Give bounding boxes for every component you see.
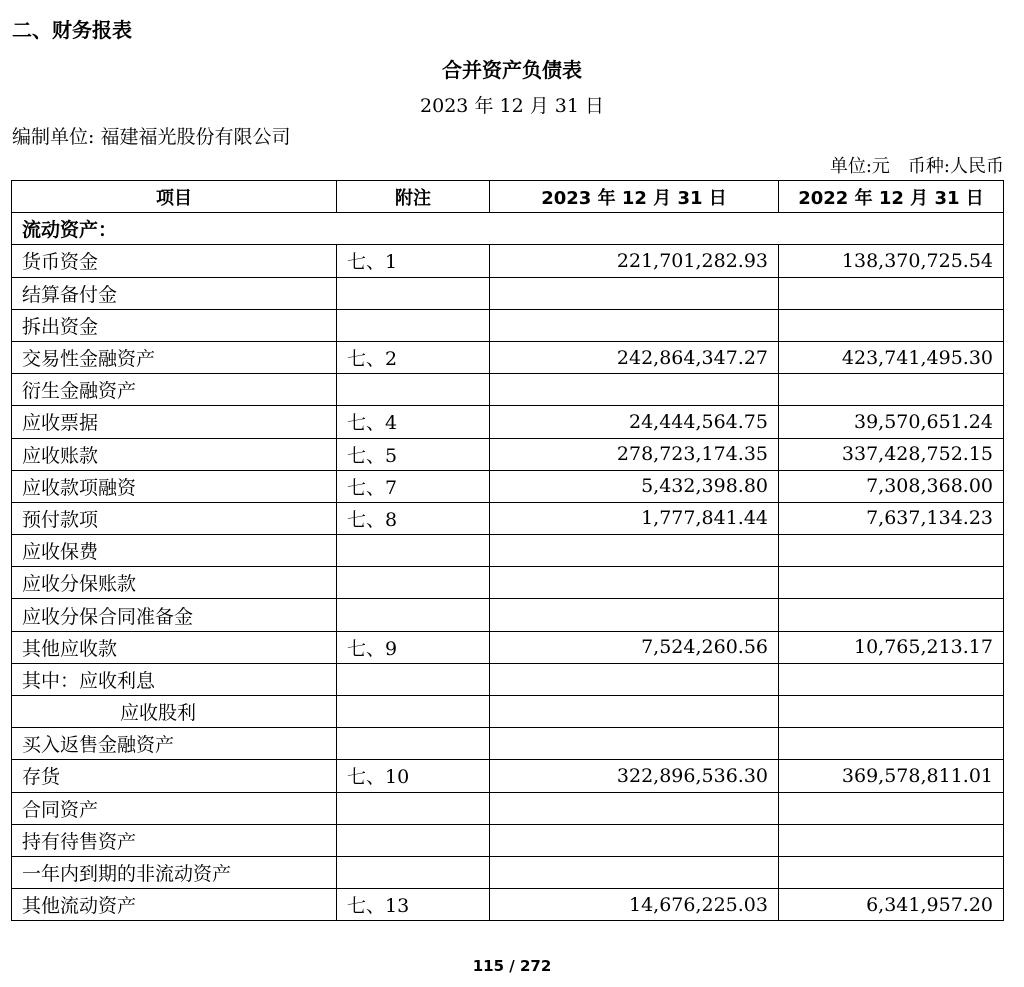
- row-current-year-value: [490, 696, 779, 728]
- column-header-item: 项目: [12, 181, 337, 213]
- row-note: 七、2: [337, 341, 490, 373]
- row-current-year-value: [490, 728, 779, 760]
- row-item-label: 合同资产: [12, 792, 337, 824]
- row-item-label: 买入返售金融资产: [12, 728, 337, 760]
- row-item-label: 结算备付金: [12, 277, 337, 309]
- row-prior-year-value: [779, 792, 1004, 824]
- row-prior-year-value: [779, 663, 1004, 695]
- row-item-label: 其中：应收利息: [12, 663, 337, 695]
- row-current-year-value: 5,432,398.80: [490, 470, 779, 502]
- table-row: [12, 341, 1004, 373]
- row-prior-year-value: 337,428,752.15: [779, 438, 1004, 470]
- row-note: [337, 824, 490, 856]
- row-note: 七、5: [337, 438, 490, 470]
- row-note: 七、1: [337, 245, 490, 277]
- row-current-year-value: [490, 567, 779, 599]
- row-item-label: 应收款项融资: [12, 470, 337, 502]
- row-prior-year-value: [779, 824, 1004, 856]
- row-item-label: 应收股利: [12, 696, 337, 728]
- row-current-year-value: 242,864,347.27: [490, 341, 779, 373]
- table-row: [12, 470, 1004, 502]
- table-row: [12, 824, 1004, 856]
- currency-label: 币种:人民币: [907, 156, 1004, 177]
- row-prior-year-value: [779, 309, 1004, 341]
- row-current-year-value: 7,524,260.56: [490, 631, 779, 663]
- row-item-label: 应收账款: [12, 438, 337, 470]
- compiling-entity: 编制单位: 福建福光股份有限公司: [12, 126, 291, 148]
- row-note: [337, 374, 490, 406]
- row-note: 七、10: [337, 760, 490, 792]
- row-prior-year-value: [779, 277, 1004, 309]
- section-label: 流动资产：: [12, 213, 1004, 245]
- table-row: [12, 374, 1004, 406]
- table-header-row: [12, 181, 1004, 213]
- row-item-label: 应收票据: [12, 406, 337, 438]
- row-note: [337, 309, 490, 341]
- row-note: [337, 599, 490, 631]
- row-item-label: 一年内到期的非流动资产: [12, 856, 337, 888]
- row-note: [337, 277, 490, 309]
- row-prior-year-value: [779, 567, 1004, 599]
- row-note: [337, 567, 490, 599]
- unit-label: 单位:元: [829, 156, 890, 177]
- section-heading: 二、财务报表: [12, 18, 132, 42]
- table-row: [12, 406, 1004, 438]
- table-row: [12, 245, 1004, 277]
- balance-sheet-table: [11, 180, 1004, 921]
- row-item-label: 交易性金融资产: [12, 341, 337, 373]
- row-current-year-value: 278,723,174.35: [490, 438, 779, 470]
- unit-currency-line: [830, 152, 1004, 178]
- table-row: [12, 889, 1004, 921]
- table-row: [12, 856, 1004, 888]
- row-note: [337, 792, 490, 824]
- row-current-year-value: 1,777,841.44: [490, 502, 779, 534]
- section-row-current-assets: [12, 213, 1004, 245]
- row-note: 七、8: [337, 502, 490, 534]
- row-current-year-value: [490, 599, 779, 631]
- row-current-year-value: [490, 663, 779, 695]
- table-row: [12, 631, 1004, 663]
- row-item-label: 预付款项: [12, 502, 337, 534]
- table-row: [12, 277, 1004, 309]
- row-item-label: 应收保费: [12, 535, 337, 567]
- row-item-label: 应收分保合同准备金: [12, 599, 337, 631]
- row-current-year-value: [490, 277, 779, 309]
- statement-date: 2023 年 12 月 31 日: [420, 95, 604, 117]
- row-prior-year-value: 7,637,134.23: [779, 502, 1004, 534]
- row-current-year-value: 24,444,564.75: [490, 406, 779, 438]
- table-row: [12, 438, 1004, 470]
- row-item-label: 存货: [12, 760, 337, 792]
- row-item-label: 持有待售资产: [12, 824, 337, 856]
- table-row: [12, 663, 1004, 695]
- row-note: 七、7: [337, 470, 490, 502]
- row-item-label: 拆出资金: [12, 309, 337, 341]
- row-item-label: 其他应收款: [12, 631, 337, 663]
- row-prior-year-value: 138,370,725.54: [779, 245, 1004, 277]
- table-row: [12, 760, 1004, 792]
- table-row: [12, 567, 1004, 599]
- table-row: [12, 728, 1004, 760]
- row-prior-year-value: 423,741,495.30: [779, 341, 1004, 373]
- row-current-year-value: [490, 309, 779, 341]
- row-item-label: 货币资金: [12, 245, 337, 277]
- row-current-year-value: [490, 792, 779, 824]
- statement-title: 合并资产负债表: [442, 58, 582, 82]
- row-current-year-value: 322,896,536.30: [490, 760, 779, 792]
- table-row: [12, 696, 1004, 728]
- row-prior-year-value: 39,570,651.24: [779, 406, 1004, 438]
- table-row: [12, 309, 1004, 341]
- row-note: [337, 663, 490, 695]
- row-prior-year-value: [779, 599, 1004, 631]
- row-prior-year-value: 6,341,957.20: [779, 889, 1004, 921]
- row-prior-year-value: 7,308,368.00: [779, 470, 1004, 502]
- page-number: 115 / 272: [472, 957, 552, 975]
- row-prior-year-value: [779, 374, 1004, 406]
- row-item-label: 衍生金融资产: [12, 374, 337, 406]
- row-prior-year-value: [779, 535, 1004, 567]
- row-current-year-value: [490, 824, 779, 856]
- column-header-note: 附注: [337, 181, 490, 213]
- row-current-year-value: 221,701,282.93: [490, 245, 779, 277]
- row-prior-year-value: [779, 728, 1004, 760]
- column-header-prior-year: 2022 年 12 月 31 日: [779, 181, 1004, 213]
- row-current-year-value: [490, 535, 779, 567]
- row-current-year-value: 14,676,225.03: [490, 889, 779, 921]
- table-row: [12, 502, 1004, 534]
- row-prior-year-value: [779, 856, 1004, 888]
- row-note: [337, 535, 490, 567]
- table-row: [12, 535, 1004, 567]
- row-prior-year-value: 10,765,213.17: [779, 631, 1004, 663]
- column-header-current-year: 2023 年 12 月 31 日: [490, 181, 779, 213]
- row-prior-year-value: 369,578,811.01: [779, 760, 1004, 792]
- row-item-label: 应收分保账款: [12, 567, 337, 599]
- row-prior-year-value: [779, 696, 1004, 728]
- row-item-label: 其他流动资产: [12, 889, 337, 921]
- row-current-year-value: [490, 856, 779, 888]
- row-note: 七、4: [337, 406, 490, 438]
- row-note: 七、13: [337, 889, 490, 921]
- row-note: 七、9: [337, 631, 490, 663]
- row-note: [337, 728, 490, 760]
- table-row: [12, 599, 1004, 631]
- table-row: [12, 792, 1004, 824]
- row-note: [337, 856, 490, 888]
- row-current-year-value: [490, 374, 779, 406]
- row-note: [337, 696, 490, 728]
